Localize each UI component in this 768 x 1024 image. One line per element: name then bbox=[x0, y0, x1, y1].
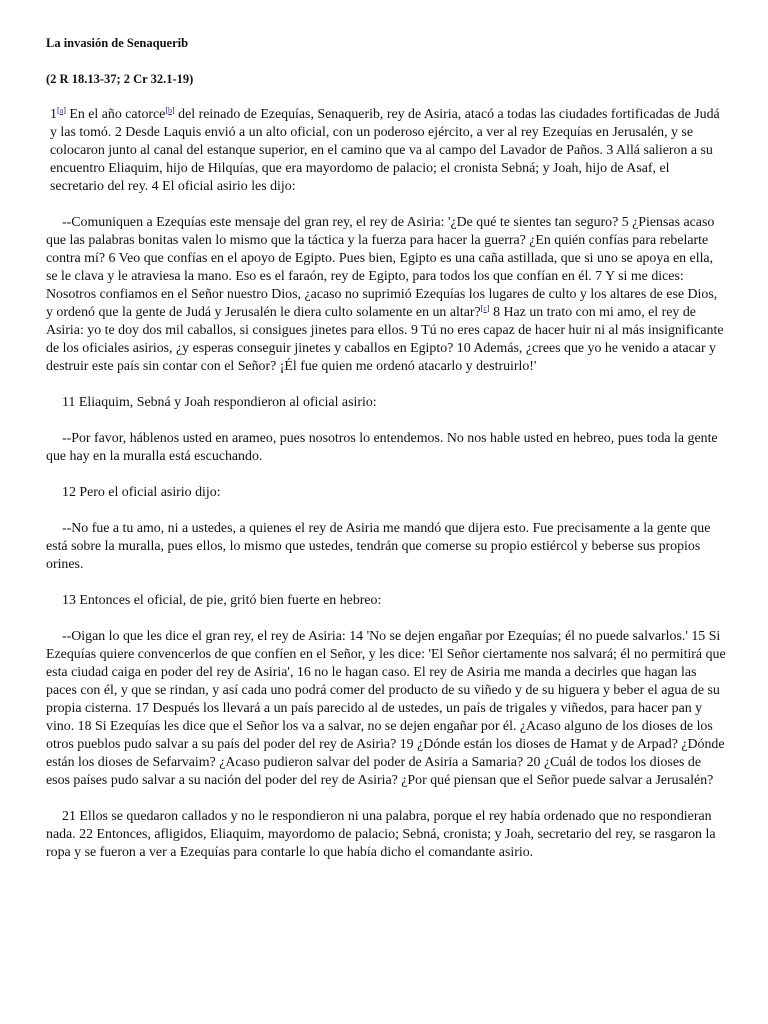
footnote-link-c[interactable]: c bbox=[483, 304, 487, 313]
paragraph-7: 13 Entonces el oficial, de pie, gritó bien fuerte en hebreo: bbox=[62, 593, 382, 608]
verse-text-1a: 1 bbox=[50, 107, 57, 122]
document-page bbox=[46, 34, 726, 880]
footnote-link-b[interactable]: b bbox=[168, 106, 173, 115]
paragraph-6: --No fue a tu amo, ni a ustedes, a quienes el rey de Asiria me mandó que dijera esto. Fue precisamente a la gente que está sobre la muralla, pues ellos, lo mismo que ustedes, tendrán que comerse su propio estiércol y beberse sus propios orines. bbox=[46, 521, 711, 572]
footnote-marker-c[interactable]: [c] bbox=[480, 304, 490, 313]
cross-references: (2 R 18.13-37; 2 Cr 32.1-19) bbox=[46, 72, 194, 86]
footnote-marker-b[interactable]: [b] bbox=[165, 106, 175, 115]
verse-text-1b: En el año catorce bbox=[65, 107, 166, 122]
paragraph-1 bbox=[46, 106, 726, 196]
paragraph-4: --Por favor, háblenos usted en arameo, pues nosotros lo entendemos. No nos hable usted en hebreo, pues toda la gente que hay en la muralla está escuchando. bbox=[46, 431, 718, 464]
paragraph-2 bbox=[46, 214, 726, 376]
paragraph-9: 21 Ellos se quedaron callados y no le respondieron ni una palabra, porque el rey había ordenado que no respondieran nada. 22 Entonces, afligidos, Eliaquim, mayordomo de palacio; Sebná, cronista; y Joah, secretario del rey, se rasgaron la ropa y se fueron a ver a Ezequías para contarle lo que había dicho el comandante asirio. bbox=[46, 809, 716, 860]
footnote-marker-a[interactable]: [a] bbox=[56, 106, 66, 115]
verse-text-1c: del reinado de Ezequías, Senaquerib, rey de Asiria, atacó a todas las ciudades fortificadas de Judá y las tomó. 2 Desde Laquis envió a un alto oficial, con un poderoso ejército, a ver al rey Ezequías en Jerusalén, y se colocaron junto al canal del estanque superior, en el camino que va al campo del Lavador de Paños. 3 Allá salieron a su encuentro Eliaquim, hijo de Hilquías, que era mayordomo de palacio; el cronista Sebná; y Joah, hijo de Asaf, el secretario del rey. 4 El oficial asirio les dijo: bbox=[50, 107, 720, 194]
paragraph-8: --Oigan lo que les dice el gran rey, el rey de Asiria: 14 'No se dejen engañar por Ezequías; él no puede salvarlos.' 15 Si Ezequías quiere convencerlos de que confíen en el Señor, y les dice: 'El Señor ciertamente nos salvará; él no permitirá que esta ciudad caiga en poder del rey de Asiria', 16 no le hagan caso. El rey de Asiria me manda a decirles que hagan las paces con él, y que se rindan, y así cada uno podrá comer del producto de su viñedo y de su higuera y beber el agua de su propia cisterna. 17 Después los llevará a un país parecido al de ustedes, un país de trigales y viñedos, para hacer pan y vino. 18 Si Ezequías les dice que el Señor los va a salvar, no se dejen engañar por él. ¿Acaso alguno de los dioses de los otros pueblos pudo salvar a su país del poder del rey de Asiria? 19 ¿Dónde están los dioses de Hamat y de Arpad? ¿Dónde están los dioses de Sefarvaim? ¿Acaso pudieron salvar del poder de Asiria a Samaria? 20 ¿Cuál de todos los dioses de esos países pudo salvar a su nación del poder del rey de Asiria? ¿Por qué piensan que el Señor puede salvar a Jerusalén? bbox=[46, 629, 726, 788]
footnote-link-a[interactable]: a bbox=[59, 106, 64, 115]
verse-text-2b: 8 Haz un trato con mi amo, el rey de Asiria: yo te doy dos mil caballos, si consigues jinetes para ellos. 9 Tú no eres capaz de hacer huir ni al más insignificante de los oficiales asirios, ¿y esperas conseguir jinetes y caballos en Egipto? 10 Además, ¿crees que yo he venido a atacar y destruir este país sin contar con el Señor? ¡Él fue quien me ordenó atacarlo y destruirlo!' bbox=[46, 305, 724, 374]
document-title: La invasión de Senaquerib bbox=[46, 36, 189, 50]
verse-text-2a: --Comuniquen a Ezequías este mensaje del gran rey, el rey de Asiria: '¿De qué te sientes tan seguro? 5 ¿Piensas acaso que las palabras bonitas valen lo mismo que la táctica y la fuerza para hacer la guerra? ¿En quién confías para rebelarte contra mí? 6 Veo que confías en el apoyo de Egipto. Pues bien, Egipto es una caña astillada, que si uno se apoya en ella, se le clava y le atraviesa la mano. Eso es el faraón, rey de Egipto, para todos los que confían en él. 7 Y si me dices: Nosotros confiamos en el Señor nuestro Dios, ¿acaso no suprimió Ezequías los lugares de culto y los altares de ese Dios, y ordenó que la gente de Judá y Jerusalén le diera culto solamente en un altar? bbox=[46, 215, 718, 320]
paragraph-5: 12 Pero el oficial asirio dijo: bbox=[62, 485, 221, 500]
paragraph-3: 11 Eliaquim, Sebná y Joah respondieron al oficial asirio: bbox=[62, 395, 377, 410]
